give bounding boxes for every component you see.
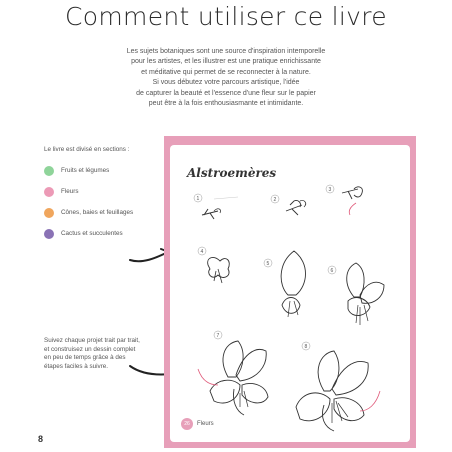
legend-item-fleurs xyxy=(44,181,133,202)
intro-line: peut être à la fois enthousiasmante et intimidante. xyxy=(148,100,304,108)
page-title: Comment utiliser ce livre xyxy=(65,2,387,31)
orange-dot-icon xyxy=(44,208,54,218)
step-2 xyxy=(271,195,306,215)
purple-dot-icon xyxy=(44,229,54,239)
step-1 xyxy=(194,194,238,219)
sections-intro: Le livre est divisé en sections : xyxy=(44,146,130,153)
intro-paragraph xyxy=(78,47,374,109)
legend-item-cones xyxy=(44,202,133,223)
step-8 xyxy=(296,342,380,431)
legend-label: Fruits et légumes xyxy=(61,167,110,174)
step-4 xyxy=(198,247,229,283)
step-7 xyxy=(198,331,268,415)
intro-line: Si vous débutez votre parcours artistique, l'idée xyxy=(152,79,300,87)
intro-line: et méditative qui permet de se reconnecter à la nature. xyxy=(141,68,311,76)
legend-label: Cônes, baies et feuillages xyxy=(61,209,134,216)
legend-item-fruits xyxy=(44,160,133,181)
sections-legend xyxy=(44,160,133,244)
step-number: 2 xyxy=(273,197,277,203)
pink-dot-icon xyxy=(44,187,54,197)
legend-item-cactus xyxy=(44,223,133,244)
intro-line: pour les artistes, et les illustrer est une pratique enrichissante xyxy=(131,58,321,66)
step-5 xyxy=(264,251,306,317)
step-number: 8 xyxy=(304,344,308,350)
step-6 xyxy=(328,263,384,325)
intro-line: Les sujets botaniques sont une source d'inspiration intemporelle xyxy=(126,48,326,55)
drawing-steps xyxy=(170,145,410,442)
step-number: 6 xyxy=(330,268,334,274)
step-number: 4 xyxy=(200,249,204,255)
step-3 xyxy=(326,185,362,215)
book-page-number: 26 xyxy=(181,418,193,430)
legend-label: Fleurs xyxy=(61,188,79,195)
page-number: 8 xyxy=(38,434,44,444)
book-title: Alstroemères xyxy=(187,166,277,180)
legend-label: Cactus et succulentes xyxy=(61,230,123,237)
step-number: 3 xyxy=(328,187,332,193)
book-footer xyxy=(181,418,214,430)
green-dot-icon xyxy=(44,166,54,176)
howto-text: Suivez chaque projet trait par trait, et construisez un dessin complet en peu de temps grâce à des étapes faciles à suivre. xyxy=(44,337,140,371)
book-section-label: Fleurs xyxy=(197,421,214,427)
step-number: 1 xyxy=(196,196,200,202)
step-number: 5 xyxy=(266,261,270,267)
intro-line: de capturer la beauté et l'essence d'une fleur sur le papier xyxy=(136,89,316,97)
step-number: 7 xyxy=(216,333,220,339)
